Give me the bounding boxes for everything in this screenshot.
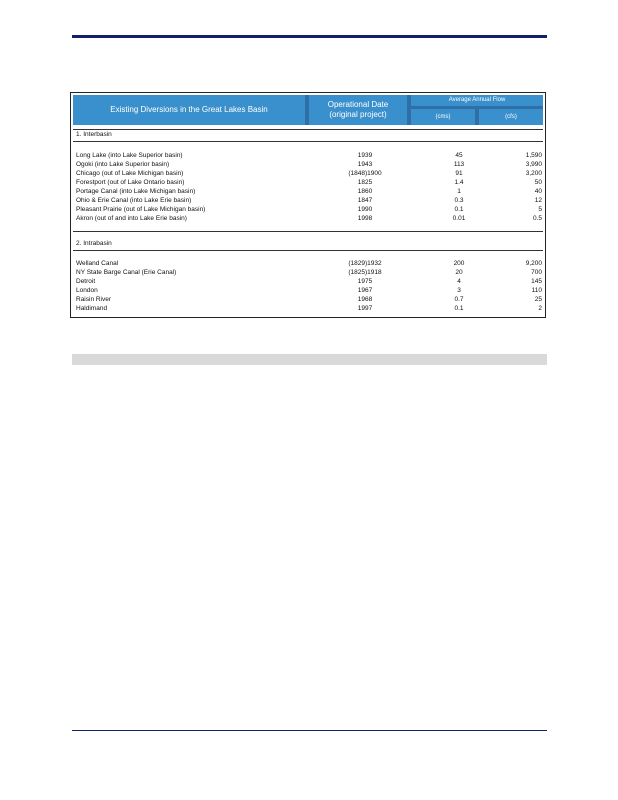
table-row: [76, 205, 544, 214]
table-row: [76, 295, 544, 304]
table-row: [76, 196, 544, 205]
cell-name: Raisin River: [76, 296, 112, 303]
cell-cms: 0.1: [454, 305, 464, 312]
section-rule: [73, 129, 543, 130]
top-rule: [72, 35, 547, 38]
cell-date: (1848)1900: [348, 170, 382, 177]
cell-cfs: 110: [531, 287, 542, 294]
cell-name: Pleasant Prairie (out of Lake Michigan basin): [76, 206, 206, 213]
cell-cfs: 40: [534, 188, 542, 195]
cell-cms: 3: [457, 287, 461, 294]
cell-cms: 45: [455, 152, 463, 159]
table-row: [76, 169, 544, 178]
bottom-rule: [72, 730, 547, 731]
cell-name: Welland Canal: [76, 260, 119, 267]
cell-date: 1998: [357, 215, 373, 222]
cell-date: 1975: [357, 278, 373, 285]
section-rule: [73, 250, 543, 251]
table-row: [76, 286, 544, 295]
cell-cms: 20: [455, 269, 463, 276]
date-header-line2: (original project): [329, 110, 387, 119]
cell-cfs: 50: [534, 179, 542, 186]
table-row: [76, 268, 544, 277]
cell-cfs: 145: [531, 278, 542, 285]
section-rule: [73, 141, 543, 142]
cell-name: London: [76, 287, 98, 294]
cell-name: Ohio & Erie Canal (into Lake Erie basin): [76, 197, 192, 204]
cell-cms: 0.3: [454, 197, 464, 204]
diversions-table: [70, 92, 546, 318]
cell-date: 1825: [357, 179, 373, 186]
cell-date: 1968: [357, 296, 373, 303]
cell-date: 1997: [357, 305, 373, 312]
table-row: [76, 178, 544, 187]
cell-date: (1829)1932: [348, 260, 382, 267]
cell-date: 1939: [357, 152, 373, 159]
cell-cms: 0.7: [454, 296, 464, 303]
cell-cfs: 1,590: [525, 152, 542, 159]
table-header: [73, 95, 543, 125]
section-rule: [73, 231, 543, 232]
table-row: [76, 214, 544, 223]
cell-cms: 1.4: [454, 179, 464, 186]
table-row: [76, 160, 544, 169]
cell-name: NY State Barge Canal (Erie Canal): [76, 269, 177, 276]
section-title-intrabasin: 2. Intrabasin: [76, 240, 112, 247]
cell-date: 1990: [357, 206, 373, 213]
cell-name: Forestport (out of Lake Ontario basin): [76, 179, 185, 186]
cell-date: 1860: [357, 188, 373, 195]
cell-date: 1847: [357, 197, 373, 204]
cell-date: (1825)1918: [348, 269, 382, 276]
cell-cms: 0.01: [452, 215, 466, 222]
section-title-interbasin: 1. Interbasin: [76, 131, 112, 138]
cell-cfs: 2: [538, 305, 542, 312]
cell-cfs: 12: [534, 197, 542, 204]
cell-cms: 1: [457, 188, 461, 195]
gray-band: [72, 354, 547, 365]
cell-cfs: 5: [538, 206, 542, 213]
table-row: [76, 304, 544, 313]
cell-cms: 113: [453, 161, 465, 168]
table-row: [76, 259, 544, 268]
cell-name: Ogoki (into Lake Superior basin): [76, 161, 170, 168]
cell-cms: 0.1: [454, 206, 464, 213]
table-row: [76, 151, 544, 160]
cfs-header: (cfs): [479, 109, 543, 125]
cell-name: Akron (out of and into Lake Erie basin): [76, 215, 187, 222]
cms-header: (cms): [411, 109, 475, 125]
cell-name: Long Lake (into Lake Superior basin): [76, 152, 183, 159]
flow-header: Average Annual Flow: [411, 95, 543, 106]
cell-cms: 200: [453, 260, 465, 267]
cell-cfs: 3,200: [525, 170, 542, 177]
cell-date: 1967: [357, 287, 373, 294]
cell-name: Chicago (out of Lake Michigan basin): [76, 170, 184, 177]
table-row: [76, 187, 544, 196]
table-row: [76, 277, 544, 286]
cell-name: Detroit: [76, 278, 96, 285]
cell-cfs: 700: [531, 269, 542, 276]
cell-cfs: 9,200: [525, 260, 542, 267]
cell-cfs: 3,990: [525, 161, 542, 168]
cell-cms: 4: [457, 278, 461, 285]
cell-cfs: 0.5: [532, 215, 542, 222]
date-header-line1: Operational Date: [327, 100, 389, 109]
table-title: Existing Diversions in the Great Lakes Basin: [73, 95, 305, 125]
date-header: [309, 95, 407, 125]
cell-cfs: 25: [534, 296, 542, 303]
cell-date: 1943: [357, 161, 373, 168]
cell-name: Portage Canal (into Lake Michigan basin): [76, 188, 196, 195]
cell-cms: 91: [455, 170, 463, 177]
cell-name: Haldimand: [76, 305, 108, 312]
